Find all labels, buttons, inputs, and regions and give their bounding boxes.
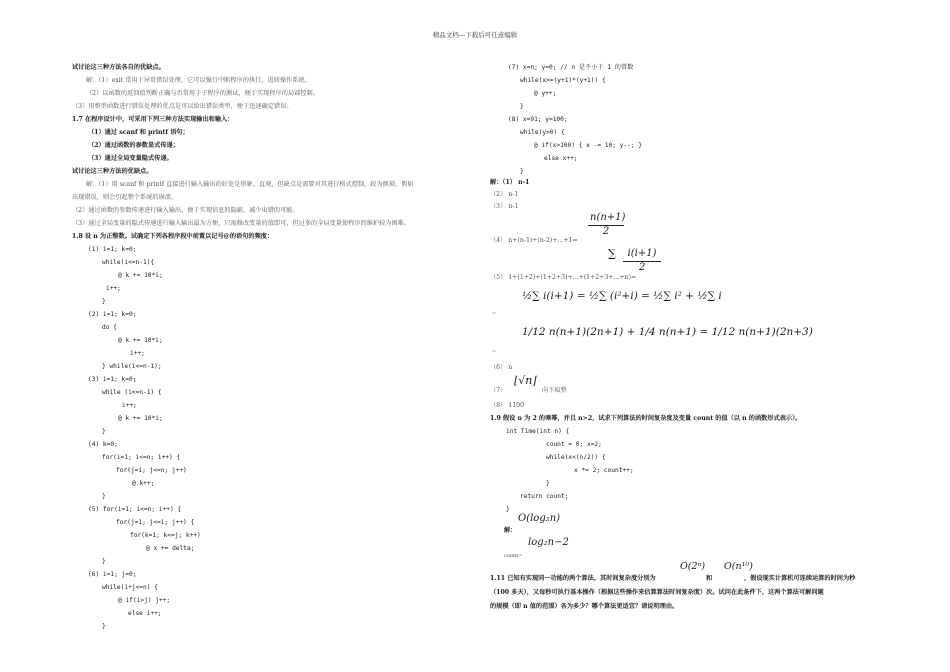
code-line: } bbox=[506, 506, 510, 513]
code-line: for(k=1; k<=j; k++) bbox=[130, 532, 201, 539]
code-line: (7) x=n; y=0; // n 是不小于 1 的常数 bbox=[508, 64, 634, 71]
answer-line: 解：（1） n-1 bbox=[490, 179, 530, 186]
code-line: for(i=1; i<=n; i++) { bbox=[102, 454, 181, 461]
code-line: return count; bbox=[520, 493, 569, 500]
equals-sign: = bbox=[492, 349, 497, 355]
answer-line: （2）以函数的返回值判断正确与否常用于子程序的测试，便于实现程序的局部控制。 bbox=[86, 90, 319, 97]
code-line: (6) i=1; j=0; bbox=[88, 571, 137, 578]
question-text: （100 多天），又每秒可执行基本操作（根据这些操作来估算算法时间复杂度）次。试问在此条件下，这两个算法可解问题 bbox=[490, 589, 824, 596]
answer-line: （3） n-1 bbox=[490, 203, 519, 210]
code-line: i++; bbox=[106, 285, 121, 292]
sum-symbol: ∑ bbox=[608, 247, 616, 260]
code-line: while(x>=(y+1)*(y+1)) { bbox=[520, 77, 606, 84]
code-line: while(x<(n/2)) { bbox=[546, 454, 606, 461]
code-line: @ k += 10*i; bbox=[118, 337, 163, 344]
question-text: 和 bbox=[706, 575, 713, 582]
code-line: (8) x=91; y=100; bbox=[508, 116, 568, 123]
floor-sqrt-formula: ⌊√n⌋ bbox=[514, 374, 537, 387]
code-line: (5) for(i=1; i<=n; i++) { bbox=[88, 506, 182, 513]
equals-sign: = bbox=[492, 311, 497, 317]
code-line: @ if(x>100) { x -= 10; y--; } bbox=[534, 142, 643, 149]
question-text: 试讨论这三种方法各自的优缺点。 bbox=[72, 64, 165, 71]
equation-line: 1/12 n(n+1)(2n+1) + 1/4 n(n+1) = 1/12 n(n+1)(2n+3) bbox=[522, 326, 813, 338]
code-line: } bbox=[546, 480, 550, 487]
answer-line: 出现错误，则会引起整个系统的崩溃。 bbox=[72, 194, 178, 201]
answer-label: 解： bbox=[504, 527, 517, 534]
code-line: (1) i=1; k=0; bbox=[88, 246, 137, 253]
code-line: @ k++; bbox=[132, 480, 155, 487]
list-item: （2）通过函数的参数显式传递； bbox=[88, 142, 179, 149]
code-line: } bbox=[520, 103, 524, 110]
fraction-numerator: n(n+1) bbox=[588, 212, 624, 226]
answer-line: （4） n+(n-1)+(n-2)+...+1= bbox=[490, 237, 578, 244]
complexity-formula: O(log₂n) bbox=[518, 513, 561, 524]
question-text: 试讨论这三种方法的优缺点。 bbox=[72, 168, 153, 175]
complexity-formula: O(2ⁿ) bbox=[680, 561, 706, 572]
answer-line: （6） n bbox=[490, 364, 513, 371]
answer-line: （5） 1+(1+2)+(1+2+3)+...+(1+2+3+...+n)= bbox=[490, 274, 637, 281]
question-text: 的规模（即 n 值的范围）各为多少？哪个算法更适宜？请说明理由。 bbox=[490, 603, 679, 610]
code-line: } bbox=[102, 493, 106, 500]
code-line: } bbox=[520, 168, 524, 175]
question-text: ，假设现实计算机可连续运算的时间为秒 bbox=[744, 575, 856, 582]
question-heading: 1.8 设 n 为正整数。试确定下列各程序段中前置以记号@的语句的频度： bbox=[72, 233, 274, 240]
code-line: for(j=i; j<=n; j++) bbox=[116, 467, 187, 474]
code-line: while(i<=n-1){ bbox=[102, 259, 155, 266]
code-line: @ x += delta; bbox=[146, 545, 195, 552]
answer-line: （2）通过函数的参数传递进行输入输出，便于实现信息的隐蔽，减少出错的可能。 bbox=[72, 207, 299, 214]
code-line: @ y++; bbox=[534, 90, 557, 97]
answer-line: （3）通过全局变量的隐式传递进行输入输出最为方便，只需修改变量的值即可，但过多的全局变量使程序的维护较为困难。 bbox=[72, 220, 411, 227]
code-line: else i++; bbox=[128, 610, 162, 617]
fraction-numerator: i(i+1) bbox=[623, 248, 661, 262]
code-line: else x++; bbox=[544, 155, 578, 162]
equation-line: ½∑ i(i+1) = ½∑ (i²+i) = ½∑ i² + ½∑ i bbox=[522, 290, 722, 302]
code-line: i++; bbox=[130, 350, 145, 357]
code-line: (2) i=1; k=0; bbox=[88, 311, 137, 318]
answer-line: 解：（1）exit 常用于异常错误处理，它可以强行中断程序的执行，返回操作系统。 bbox=[86, 77, 311, 84]
complexity-formula: O(n¹⁰) bbox=[724, 561, 753, 572]
count-label: count= bbox=[504, 553, 523, 559]
code-line: int Time(int n) { bbox=[506, 428, 570, 435]
code-line: while (i<=n-1) { bbox=[102, 389, 162, 396]
code-line: } bbox=[102, 623, 106, 630]
answer-line: （3）用整型函数进行错误处理的优点是可以给出错误类型，便于迅速确定错误。 bbox=[72, 103, 293, 110]
list-item: （3）通过全局变量隐式传递。 bbox=[88, 155, 173, 162]
answer-line: 解：（1）用 scanf 和 printf 直接进行输入输出的好处是形象、直观，但缺点是需要对其进行格式控制，较为烦琐，假如 bbox=[86, 181, 414, 188]
question-heading: 1.7 在程序设计中，可采用下列三种方法实现输出和输入： bbox=[72, 116, 234, 123]
code-line: @ if(i>j) j++; bbox=[118, 597, 171, 604]
code-line: (3) i=1; k=0; bbox=[88, 376, 137, 383]
count-formula: log₂n−2 bbox=[528, 537, 569, 548]
code-line: } bbox=[102, 298, 106, 305]
answer-note: 向下取整 bbox=[542, 387, 567, 394]
code-line: } while(i<=n-1); bbox=[102, 363, 162, 370]
code-line: i++; bbox=[122, 402, 137, 409]
answer-line: （2） n-1 bbox=[490, 191, 519, 198]
fraction-denominator: 2 bbox=[638, 261, 646, 273]
list-item: （1）通过 scanf 和 printf 语句； bbox=[88, 129, 189, 136]
code-line: (4) k=0; bbox=[88, 441, 118, 448]
code-line: count = 0; x=2; bbox=[546, 441, 602, 448]
answer-line: （7） bbox=[490, 387, 507, 394]
fraction-denominator: 2 bbox=[602, 225, 610, 237]
code-line: while(y>0) { bbox=[520, 129, 565, 136]
code-line: x *= 2; count++; bbox=[574, 467, 634, 474]
page-header: 精品文档---下载后可任意编辑 bbox=[432, 31, 518, 39]
question-heading: 1.11 已知有实现同一功能的两个算法，其时间复杂度分别为 bbox=[490, 575, 656, 582]
code-line: do { bbox=[102, 324, 117, 331]
answer-line: （8） 1100 bbox=[490, 402, 525, 409]
fraction-formula bbox=[623, 248, 661, 274]
code-line: while(i+j<=n) { bbox=[102, 584, 158, 591]
code-line: } bbox=[102, 558, 106, 565]
code-line: @ k += 10*i; bbox=[118, 272, 163, 279]
code-line: } bbox=[102, 428, 106, 435]
code-line: for(j=1; j<=i; j++) { bbox=[116, 519, 195, 526]
fraction-formula bbox=[588, 212, 624, 238]
question-heading: 1.9 假设 n 为 2 的乘幂，并且 n>2，试求下列算法的时间复杂度及变量 count 的值（以 n 的函数形式表示）。 bbox=[490, 415, 802, 422]
code-line: @ k += 10*i; bbox=[118, 415, 163, 422]
